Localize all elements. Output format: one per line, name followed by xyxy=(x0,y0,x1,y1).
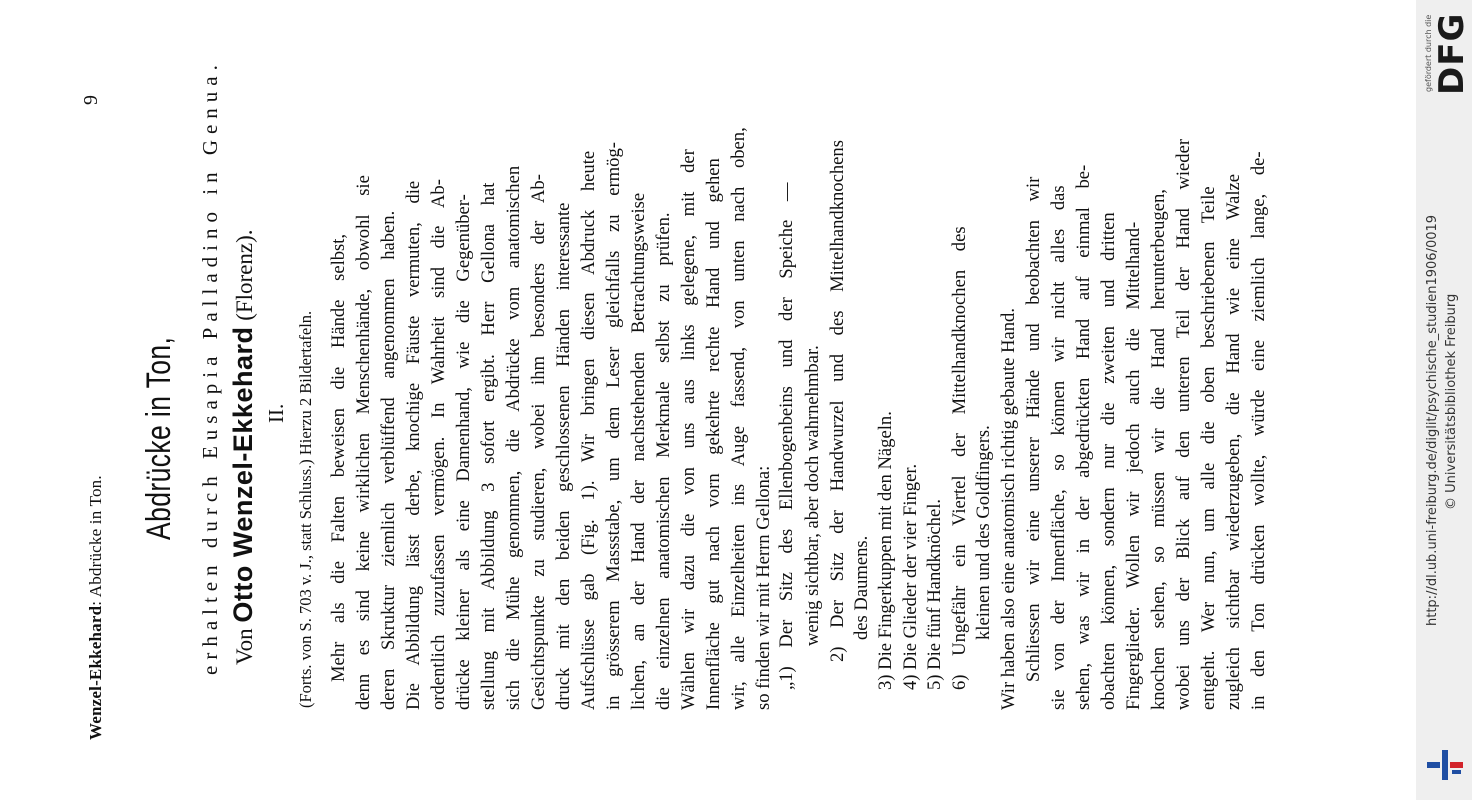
body-line: denn es sind keine wirklichen Menschenhände, obwohl sie xyxy=(353,175,374,710)
body-line: sie von der Innenfläche, so können wir nicht alles das xyxy=(1048,185,1069,710)
body-line: Innenfläche gut nach vorn gekehrte rechte Hand und gehen xyxy=(703,158,724,710)
body-line: Mehr als die Falten beweisen die Hände selbst, xyxy=(328,233,349,682)
body-line: knochen sehen, so müssen wir die Hand herunterbeugen, xyxy=(1148,189,1169,710)
page-number: 9 xyxy=(80,95,102,105)
body-line: 6) Ungefähr ein Viertel der Mittelhandknochen des xyxy=(949,226,970,690)
body-line: Aufschlüsse gab (Fig. 1). Wir bringen diesen Abdruck heute xyxy=(578,150,599,710)
body-line: lichen, an der Hand der nachstehenden Betrachtungsweise xyxy=(628,192,649,710)
body-line: Fingerglieder. Wollen wir jedoch auch die Mittelhand- xyxy=(1123,221,1144,710)
body-line: ordentlich zuzufassen vermögen. In Wahrheit sind die Ab- xyxy=(428,179,449,710)
body-line: Wir haben also eine anatomisch richtig gebaute Hand. xyxy=(998,308,1019,710)
body-line: obachten können, sondern nur die zweiten und dritten xyxy=(1098,212,1119,710)
body-line: Wählen wir dazu die von uns aus links gelegene, mit der xyxy=(678,149,699,710)
continuation-note: (Forts. von S. 703 v. J., statt Schluss.) Hierzu 2 Bildertafeln. xyxy=(296,310,315,708)
body-line: Gesichtspunkte zu studieren, wobei ihm besonders der Ab- xyxy=(528,174,549,710)
body-line: so finden wir mit Herrn Gellona: xyxy=(753,465,774,710)
copyright-notice: © Universitätsbibliothek Freiburg xyxy=(1444,293,1459,510)
author-location: (Florenz). xyxy=(232,229,257,321)
body-line: in den Ton drücken wollte, würde eine ziemlich lange, de- xyxy=(1248,151,1269,710)
body-line: wenig sichtbar, aber doch wahrnehmbar. xyxy=(802,345,823,646)
running-header-author: Wenzel-Ekkehard xyxy=(86,605,105,740)
author-name: Otto Wenzel-Ekkehard xyxy=(228,326,258,623)
article-title: Abdrücke in Ton, xyxy=(140,336,178,540)
body-line: wir, alle Einzelheiten ins Auge fassend, von unten nach oben, xyxy=(728,127,749,710)
body-line: des Daumens. xyxy=(851,535,872,640)
body-line: 2) Der Sitz der Handwurzel und des Mittelhandknochens xyxy=(827,140,848,662)
body-line: „1) Der Sitz des Ellenbogenbeins und der Speiche — xyxy=(776,182,797,690)
university-library-logo-icon xyxy=(1425,748,1465,782)
section-number: II. xyxy=(264,403,288,423)
dfg-logo: DFG xyxy=(1432,12,1472,95)
body-line: sich die Mühe genommen, die Abdrücke vom anatomischen xyxy=(503,165,524,710)
body-line: stellung mit Abbildung 3 sofort ergibt. Herr Gellona hat xyxy=(478,182,499,710)
body-line: entgeht. Wer nun, um alle die oben beschriebenen Teile xyxy=(1198,186,1219,710)
body-line: zugleich sichtbar wiederzugeben, die Hand wie eine Walze xyxy=(1223,173,1244,710)
body-line: sehen, was wir in der abgedrückten Hand auf einmal be- xyxy=(1073,164,1094,710)
body-line: kleinen und des Goldfingers. xyxy=(973,425,994,640)
body-line: 3) Die Fingerkuppen mit den Nägeln. xyxy=(875,411,896,690)
body-line: Die Abbildung lässt derbe, knochige Fäuste vermuten, die xyxy=(403,180,424,710)
body-line: wobei uns der Blick auf den unteren Teil der Hand wieder xyxy=(1173,138,1194,710)
body-line: in grösserem Massstabe, um dem Leser gleichfalls zu ermög- xyxy=(603,142,624,710)
body-line: deren Skruktur ziemlich verblüffend angenommen haben. xyxy=(378,210,399,710)
body-line: Schliessen wir eine unserer Hände und beobachten wir xyxy=(1023,176,1044,682)
body-line: druck mit den beiden geschlossenen Händen interessante xyxy=(553,202,574,710)
body-line: 5) Die fünf Handknöchel. xyxy=(924,498,945,690)
byline-prefix: Von xyxy=(232,628,257,665)
byline xyxy=(228,229,259,665)
body-line: 4) Die Glieder der vier Finger. xyxy=(900,463,921,690)
running-header-title: : Abdrücke in Ton. xyxy=(86,475,105,606)
dfg-funding-note: gefördert durch die xyxy=(1424,14,1433,92)
body-line: die einzelnen anatomischen Merkmale selbst zu prüfen. xyxy=(653,212,674,710)
article-subtitle: erhalten durch Eusapia Palladino in Genua. xyxy=(198,59,222,675)
running-header xyxy=(86,475,106,740)
source-url: http://dl.ub.uni-freiburg.de/diglit/psychische_studien1906/0019 xyxy=(1425,214,1440,626)
body-line: drücke kleiner als eine Damenhand, wie die Gegenüber- xyxy=(453,194,474,710)
